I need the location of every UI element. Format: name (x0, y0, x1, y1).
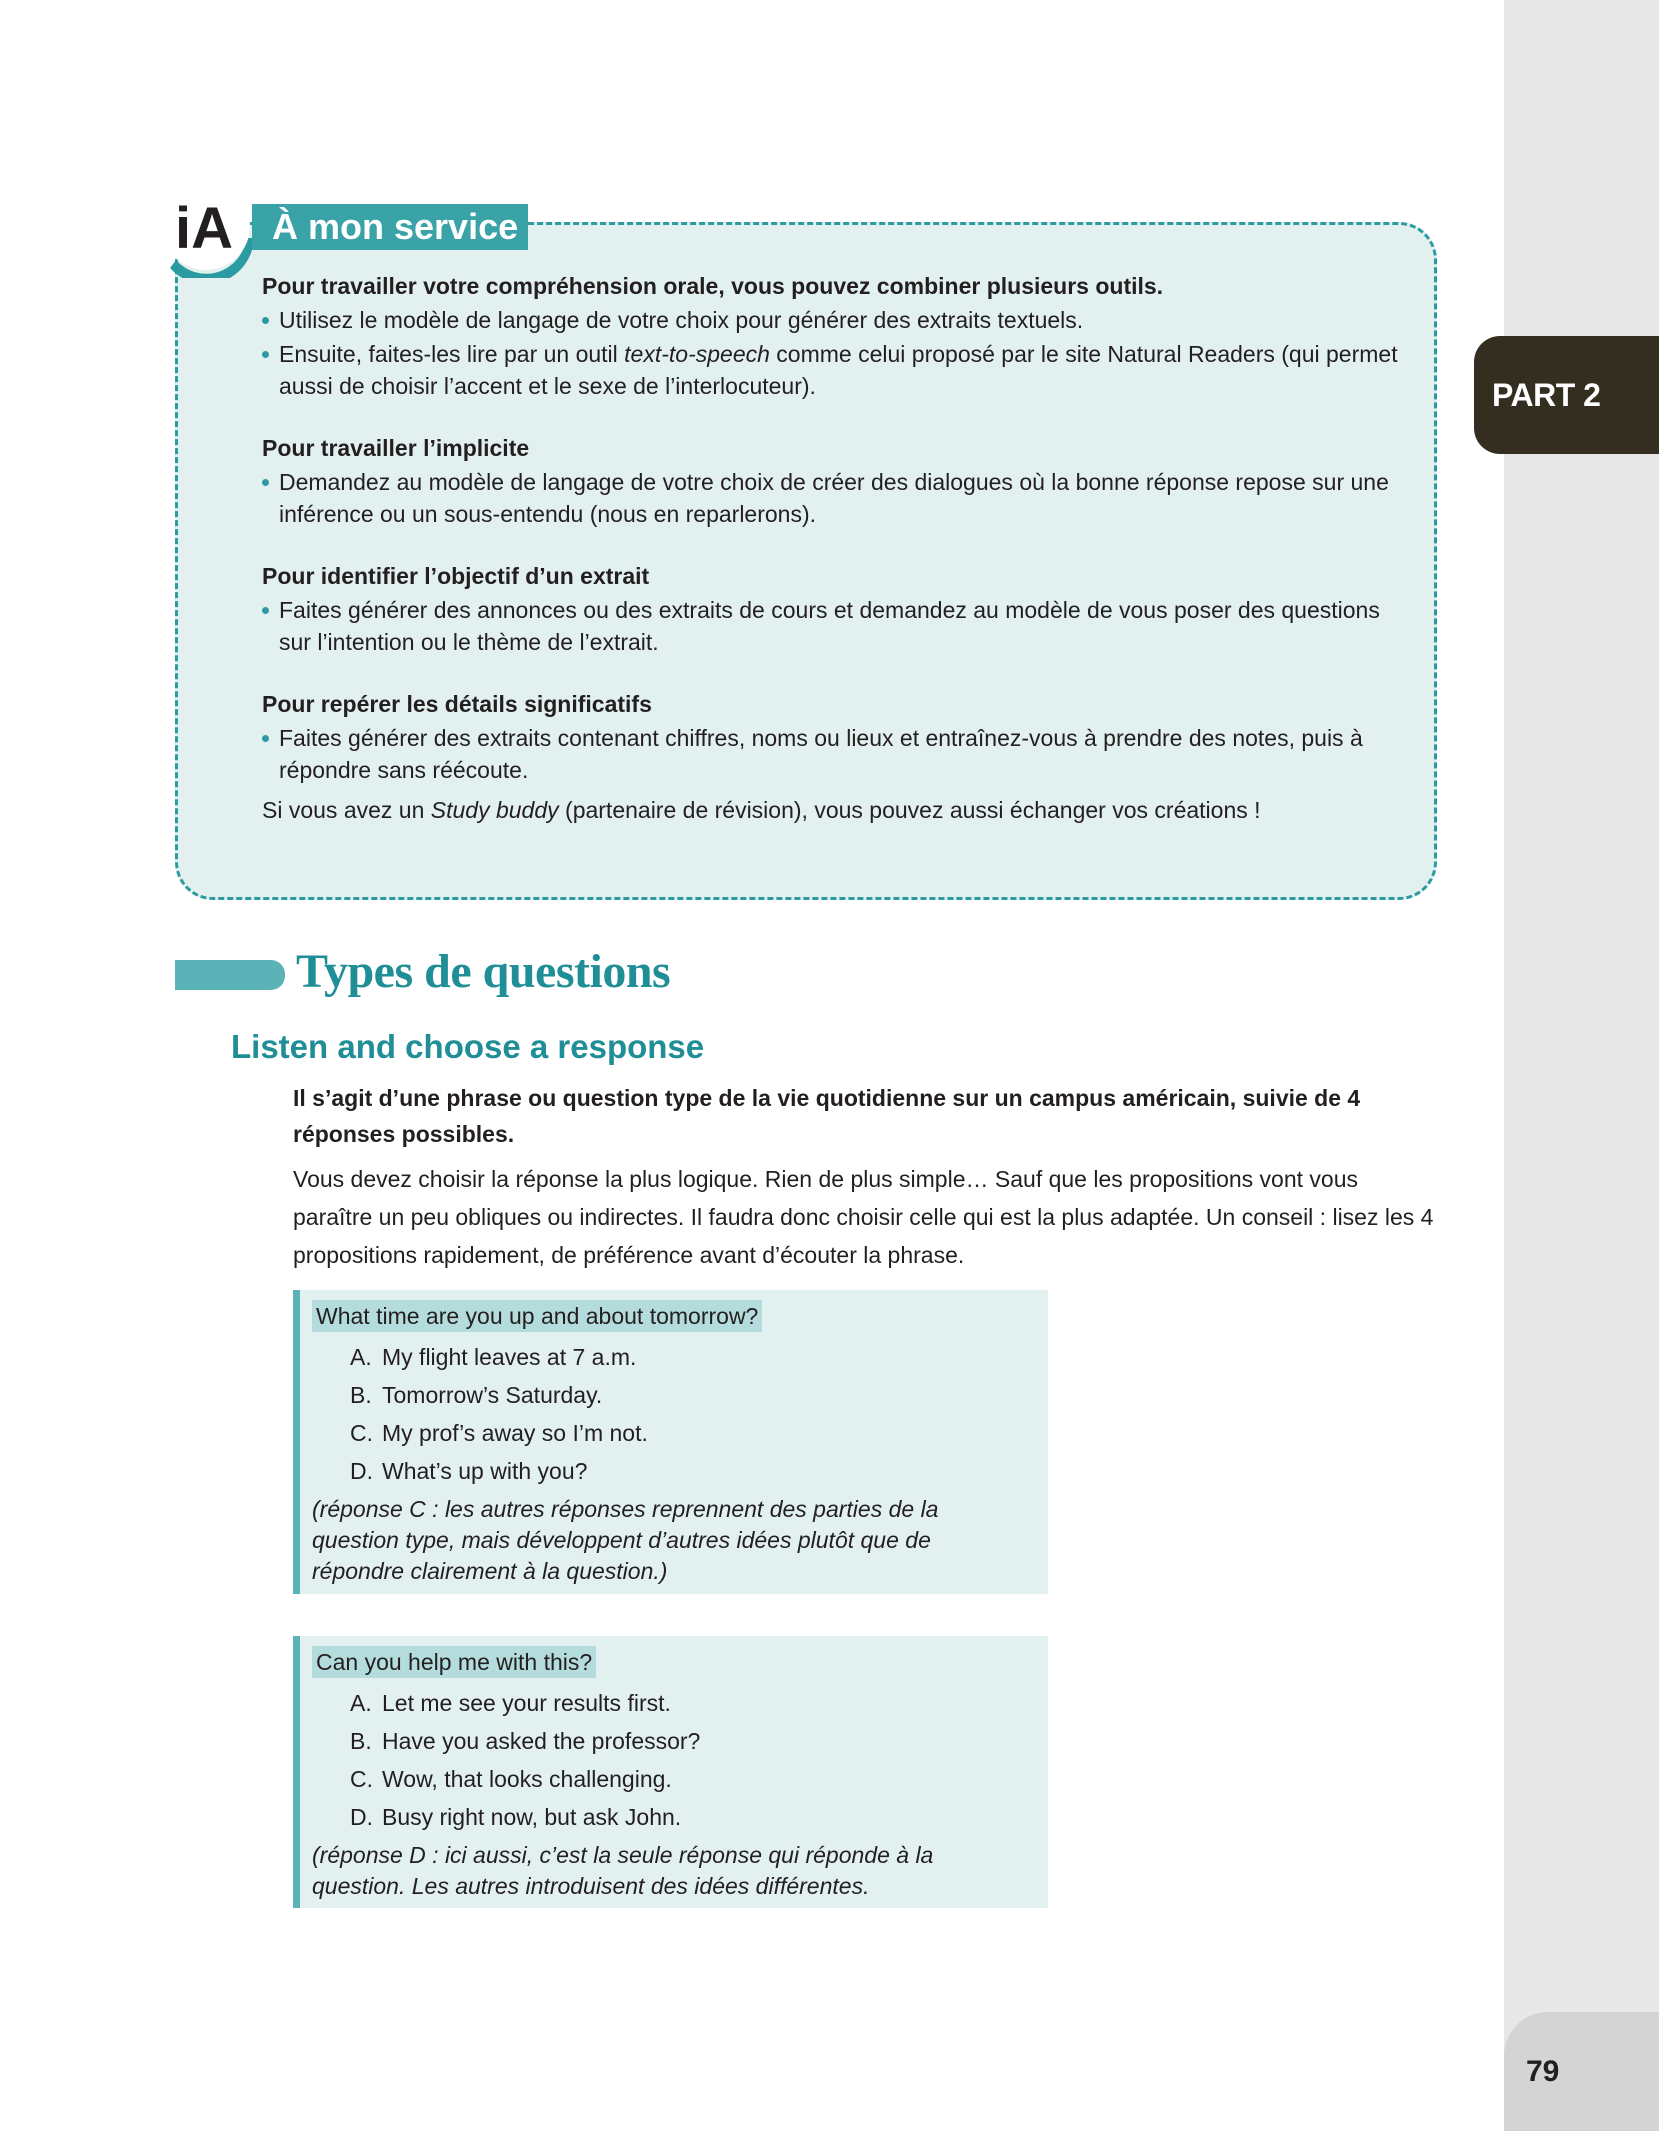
ia-logo-text: iA (175, 196, 233, 261)
part-tab-label: PART 2 (1492, 376, 1601, 413)
option-letter: B. (350, 1728, 372, 1754)
bullet-text: Ensuite, faites-les lire par un outil (279, 341, 625, 367)
option-text: Busy right now, but ask John. (382, 1804, 682, 1830)
ia-section-title: Pour identifier l’objectif d’un extrait (262, 563, 650, 589)
ia-section-implicit (262, 432, 1412, 530)
answer-note: (réponse D : ici aussi, c’est la seule réponse qui réponde à la question. Les autres introduisent des idées différentes. (312, 1842, 934, 1899)
example-card (293, 1290, 1048, 1594)
option-letter: C. (350, 1766, 373, 1792)
ia-section-title: Pour repérer les détails significatifs (262, 691, 652, 717)
part-tab (1474, 336, 1659, 454)
option-letter: A. (350, 1344, 372, 1370)
footer-text: Si vous avez un (262, 797, 431, 823)
ia-section-bullet: Faites générer des annonces ou des extraits de cours et demandez au modèle de vous poser des questions sur l’intention ou le thème de l’extrait. (262, 594, 1412, 658)
option-text: Wow, that looks challenging. (382, 1766, 672, 1792)
answer-option (350, 1338, 1032, 1376)
ia-intro-bullet (262, 338, 1412, 402)
answer-option (350, 1798, 1032, 1836)
answer-option (350, 1684, 1032, 1722)
heading-accent-bar (175, 960, 285, 990)
option-letter: C. (350, 1420, 373, 1446)
option-letter: D. (350, 1804, 373, 1830)
ia-section-objective (262, 560, 1412, 658)
ia-intro-section (262, 270, 1412, 402)
ia-intro-bullet: Utilisez le modèle de langage de votre choix pour générer des extraits textuels. (262, 304, 1412, 336)
option-letter: B. (350, 1382, 372, 1408)
ia-footer (262, 794, 1412, 826)
ia-section-bullet: Faites générer des extraits contenant chiffres, noms ou lieux et entraînez-vous à prendre des notes, puis à répondre sans réécoute. (262, 722, 1412, 786)
option-text: Have you asked the professor? (382, 1728, 701, 1754)
option-letter: D. (350, 1458, 373, 1484)
intro-bold: Il s’agit d’une phrase ou question type de la vie quotidienne sur un campus américain, suivie de 4 réponses possibles. (293, 1085, 1361, 1147)
page-margin-strip (1504, 0, 1659, 2131)
option-text: My flight leaves at 7 a.m. (382, 1344, 637, 1370)
option-text: My prof’s away so I’m not. (382, 1420, 648, 1446)
option-letter: A. (350, 1690, 372, 1716)
ia-section-title: Pour travailler l’implicite (262, 435, 530, 461)
example-question: Can you help me with this? (312, 1646, 596, 1678)
intro-text: Vous devez choisir la réponse la plus logique. Rien de plus simple… Sauf que les propositions vont vous paraître un peu obliques ou indirectes. Il faudra donc choisir celle qui est la plus adaptée. Un conseil : lisez les 4 propositions rapidement, de préférence avant d’écouter la phrase. (293, 1166, 1434, 1268)
option-text: Tomorrow’s Saturday. (382, 1382, 603, 1408)
answer-option (350, 1376, 1032, 1414)
ia-intro-title: Pour travailler votre compréhension orale, vous pouvez combiner plusieurs outils. (262, 273, 1164, 299)
bullet-text: comme celui proposé par le site Natural Readers (qui permet aussi de choisir l’accent et le sexe de l’interlocuteur). (279, 341, 1398, 399)
option-text: Let me see your results first. (382, 1690, 671, 1716)
answer-option (350, 1722, 1032, 1760)
answer-note: (réponse C : les autres réponses reprennent des parties de la question type, mais développent d’autres idées plutôt que de répondre clairement à la question.) (312, 1496, 939, 1584)
footer-text: (partenaire de révision), vous pouvez aussi échanger vos créations ! (558, 797, 1261, 823)
example-question: What time are you up and about tomorrow? (312, 1300, 762, 1332)
bullet-emphasis: text-to-speech (624, 341, 770, 367)
option-text: What’s up with you? (382, 1458, 588, 1484)
ia-content (262, 270, 1412, 826)
subheading: Listen and choose a response (231, 1028, 705, 1065)
answer-option (350, 1414, 1032, 1452)
answer-option (350, 1452, 1032, 1490)
ia-banner-title: À mon service (252, 204, 528, 250)
section-heading: Types de questions (296, 945, 671, 998)
ia-logo-icon (150, 176, 262, 278)
footer-emphasis: Study buddy (430, 797, 559, 823)
example-card (293, 1636, 1048, 1908)
ia-section-bullet: Demandez au modèle de langage de votre choix de créer des dialogues où la bonne réponse repose sur une inférence ou un sous-entendu (nous en reparlerons). (262, 466, 1412, 530)
ia-section-details (262, 688, 1412, 786)
page-number: 79 (1526, 2054, 1560, 2088)
page-number-tab (1504, 2012, 1659, 2131)
answer-option (350, 1760, 1032, 1798)
